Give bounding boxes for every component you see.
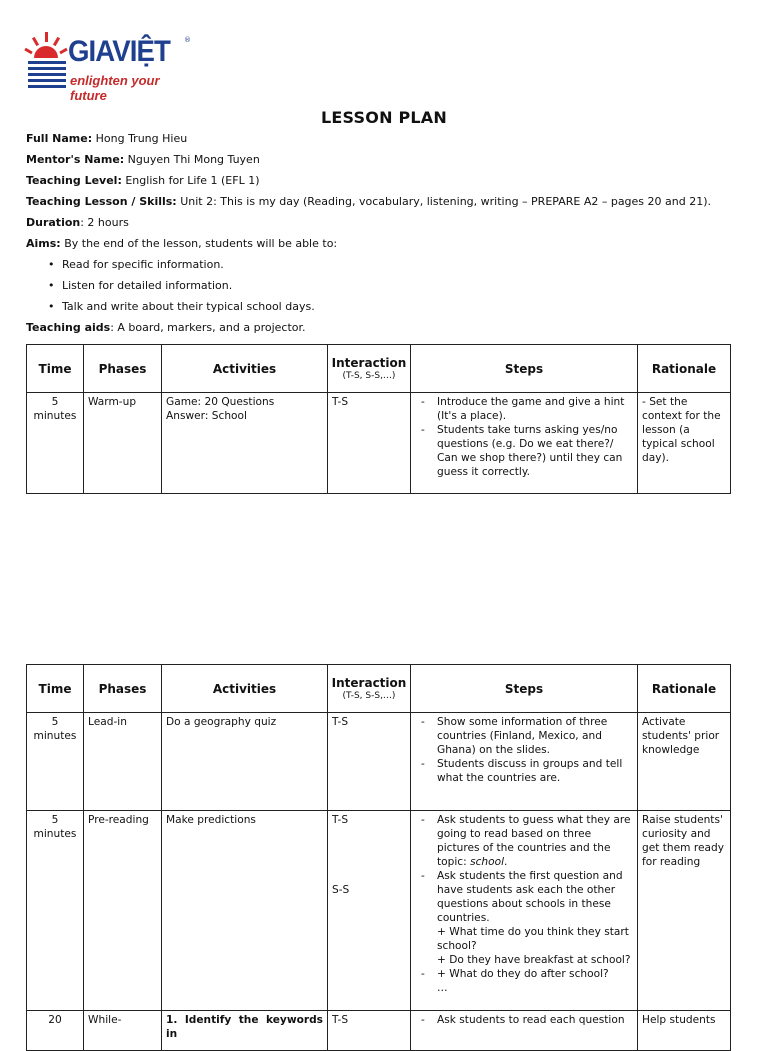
aims-value: By the end of the lesson, students will be able to: bbox=[60, 237, 338, 250]
table-row bbox=[27, 713, 731, 811]
cell-activity: Make predictions bbox=[162, 811, 328, 1011]
duration-value: : 2 hours bbox=[80, 216, 129, 229]
step-item bbox=[415, 813, 633, 869]
header-activities: Activities bbox=[162, 665, 328, 713]
cell-steps bbox=[411, 811, 638, 1011]
sunrise-logo-icon bbox=[26, 30, 70, 90]
header-interaction bbox=[328, 345, 411, 393]
step-ellipsis: … bbox=[437, 982, 448, 994]
header-interaction bbox=[328, 665, 411, 713]
aims-line bbox=[26, 237, 746, 258]
aids-value: : A board, markers, and a projector. bbox=[110, 321, 306, 334]
header-interaction-sub: (T-S, S-S,…) bbox=[342, 691, 396, 701]
duration-label: Duration bbox=[26, 216, 81, 229]
header-rationale: Rationale bbox=[638, 665, 731, 713]
step-text: Ask students the first question and have students ask each the other questions about schools in these countries. bbox=[437, 870, 623, 924]
header-steps: Steps bbox=[411, 345, 638, 393]
cell-steps bbox=[411, 1011, 638, 1051]
cell-time: 20 bbox=[27, 1011, 84, 1051]
aims-list bbox=[48, 258, 746, 321]
lesson-table-warmup bbox=[26, 344, 731, 494]
logo-brand-text: GIAVIỆT bbox=[68, 35, 170, 68]
cell-activity bbox=[162, 393, 328, 494]
mentor-line bbox=[26, 153, 746, 174]
header-activities: Activities bbox=[162, 345, 328, 393]
activity-line: Game: 20 Questions bbox=[166, 396, 275, 408]
table-row bbox=[27, 393, 731, 494]
header-interaction-label: Interaction bbox=[331, 676, 407, 690]
interaction-line: S-S bbox=[332, 884, 350, 896]
step-item: - Introduce the game and give a hint (It's a place). bbox=[415, 395, 633, 423]
lesson-info bbox=[26, 132, 746, 342]
cell-activity: Do a geography quiz bbox=[162, 713, 328, 811]
step-item bbox=[415, 869, 633, 967]
logo-tagline: enlighten your future bbox=[70, 73, 160, 103]
step-item: - Students take turns asking yes/no questions (e.g. Do we eat there?/ Can we shop there?) until they can guess it correctly. bbox=[415, 423, 633, 479]
document-title: LESSON PLAN bbox=[321, 108, 447, 127]
full-name-label: Full Name: bbox=[26, 132, 93, 145]
cell-rationale: Raise students' curiosity and get them ready for reading bbox=[638, 811, 731, 1011]
step-text: + What do they do after school? bbox=[437, 968, 609, 980]
cell-rationale: Activate students' prior knowledge bbox=[638, 713, 731, 811]
header-interaction-label: Interaction bbox=[331, 356, 407, 370]
lesson-value: Unit 2: This is my day (Reading, vocabulary, listening, writing – PREPARE A2 – pages 20 and 21). bbox=[176, 195, 712, 208]
table-row bbox=[27, 1011, 731, 1051]
aim-item: • Talk and write about their typical school days. bbox=[48, 300, 746, 321]
aim-item: • Read for specific information. bbox=[48, 258, 746, 279]
cell-phase: Warm-up bbox=[84, 393, 162, 494]
activity-line: Answer: School bbox=[166, 410, 247, 422]
cell-time: 5 minutes bbox=[27, 713, 84, 811]
lesson-label: Teaching Lesson / Skills: bbox=[26, 195, 177, 208]
step-item: - Students discuss in groups and tell what the countries are. bbox=[415, 757, 633, 785]
lesson-table-reading bbox=[26, 664, 731, 1051]
table-header-row bbox=[27, 665, 731, 713]
table-header-row bbox=[27, 345, 731, 393]
aids-label: Teaching aids bbox=[26, 321, 111, 334]
cell-time: 5 minutes bbox=[27, 811, 84, 1011]
aids-line bbox=[26, 321, 746, 342]
table-row bbox=[27, 811, 731, 1011]
cell-phase: Lead-in bbox=[84, 713, 162, 811]
cell-activity: 1. Identify the keywords in bbox=[162, 1011, 328, 1051]
level-label: Teaching Level: bbox=[26, 174, 122, 187]
cell-rationale: - Set the context for the lesson (a typical school day). bbox=[638, 393, 731, 494]
cell-steps bbox=[411, 713, 638, 811]
aim-item: • Listen for detailed information. bbox=[48, 279, 746, 300]
cell-phase: While- bbox=[84, 1011, 162, 1051]
full-name-line bbox=[26, 132, 746, 153]
step-item bbox=[415, 967, 633, 995]
header-time: Time bbox=[27, 345, 84, 393]
header-phases: Phases bbox=[84, 665, 162, 713]
lesson-line bbox=[26, 195, 746, 216]
cell-interaction: T-S bbox=[328, 1011, 411, 1051]
header-time: Time bbox=[27, 665, 84, 713]
duration-line bbox=[26, 216, 746, 237]
step-text: Ask students to guess what they are going to read based on three pictures of the countries and the topic: bbox=[437, 814, 631, 868]
header-steps: Steps bbox=[411, 665, 638, 713]
interaction-line: T-S bbox=[332, 814, 349, 826]
cell-interaction: T-S bbox=[328, 713, 411, 811]
aims-label: Aims: bbox=[26, 237, 61, 250]
step-question: + Do they have breakfast at school? bbox=[437, 954, 631, 966]
registered-mark: ® bbox=[184, 36, 191, 44]
step-item: - Show some information of three countries (Finland, Mexico, and Ghana) on the slides. bbox=[415, 715, 633, 757]
cell-interaction: T-S bbox=[328, 393, 411, 494]
step-item: - Ask students to read each question bbox=[415, 1013, 633, 1027]
cell-phase: Pre-reading bbox=[84, 811, 162, 1011]
cell-time: 5 minutes bbox=[27, 393, 84, 494]
step-question: + What time do you think they start school? bbox=[437, 926, 629, 952]
giaviet-logo bbox=[26, 30, 196, 103]
step-text-end: . bbox=[504, 856, 508, 868]
cell-interaction bbox=[328, 811, 411, 1011]
cell-steps bbox=[411, 393, 638, 494]
step-emphasis: school bbox=[470, 856, 505, 868]
mentor-value: Nguyen Thi Mong Tuyen bbox=[124, 153, 260, 166]
cell-rationale: Help students bbox=[638, 1011, 731, 1051]
header-rationale: Rationale bbox=[638, 345, 731, 393]
level-value: English for Life 1 (EFL 1) bbox=[121, 174, 260, 187]
level-line bbox=[26, 174, 746, 195]
header-phases: Phases bbox=[84, 345, 162, 393]
header-interaction-sub: (T-S, S-S,…) bbox=[342, 371, 396, 381]
full-name-value: Hong Trung Hieu bbox=[92, 132, 188, 145]
mentor-label: Mentor's Name: bbox=[26, 153, 125, 166]
